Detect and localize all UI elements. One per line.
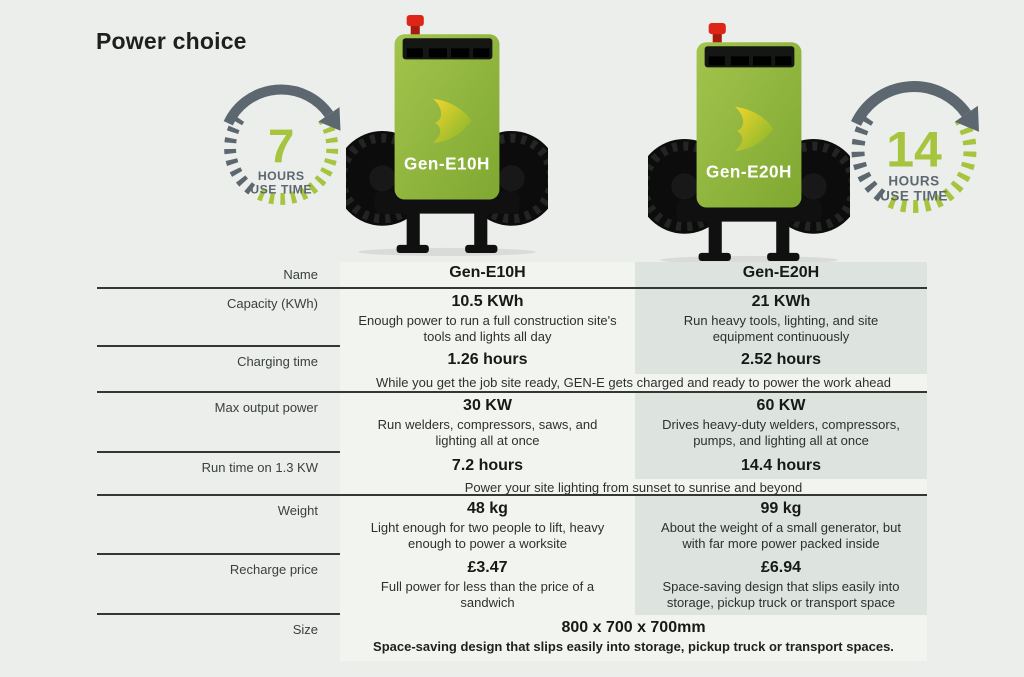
row-span-note: Power your site lighting from sunset to sunrise and beyond bbox=[340, 479, 927, 494]
table-row-max-output bbox=[97, 393, 927, 453]
generator-image-gen-e20h bbox=[648, 18, 850, 265]
spec-desc-e20h: Space-saving design that slips easily into storage, pickup truck or transport space bbox=[662, 579, 900, 610]
leg-left bbox=[407, 210, 420, 248]
spec-desc-e10h: Light enough for two people to lift, heavy enough to power a worksite bbox=[370, 520, 605, 551]
foot-right bbox=[767, 253, 799, 261]
row-label: Name bbox=[283, 267, 318, 282]
spec-value-e10h: 7.2 hours bbox=[451, 457, 524, 474]
table-row-capacity bbox=[97, 289, 927, 347]
spec-value-e20h: £6.94 bbox=[760, 559, 802, 576]
spec-desc-e20h: Drives heavy-duty welders, compressors, pumps, and lighting all at once bbox=[662, 417, 900, 448]
spec-value-size: 800 x 700 x 700mm bbox=[561, 619, 706, 636]
spec-value-e20h: Gen-E20H bbox=[742, 264, 820, 281]
use-time-label-hours: HOURS bbox=[888, 173, 940, 189]
leg-left bbox=[709, 218, 722, 256]
row-span-note: While you get the job site ready, GEN-E gets charged and ready to power the work ahead bbox=[340, 374, 927, 391]
spec-value-e10h: 10.5 KWh bbox=[451, 293, 524, 310]
leg-right bbox=[474, 210, 487, 248]
spec-desc-size: Space-saving design that slips easily into storage, pickup truck or transport spaces. bbox=[373, 639, 894, 654]
spec-desc-e10h: Run welders, compressors, saws, and lighting all at once bbox=[377, 417, 598, 448]
table-row-size bbox=[97, 615, 927, 661]
foot-right bbox=[465, 245, 497, 253]
generator-illustration bbox=[648, 18, 850, 265]
spec-value-e10h: 48 kg bbox=[467, 500, 508, 517]
generator-illustration bbox=[346, 10, 548, 257]
use-time-dial-icon bbox=[836, 52, 996, 223]
table-row-recharge-price bbox=[97, 555, 927, 615]
row-label: Max output power bbox=[214, 400, 318, 415]
spec-value-e20h: 2.52 hours bbox=[740, 351, 822, 368]
generator-name-plate: Gen-E20H bbox=[706, 161, 792, 182]
row-label: Run time on 1.3 KW bbox=[201, 460, 318, 475]
use-time-label-usetime: USE TIME bbox=[880, 188, 948, 204]
use-time-label-usetime: USE TIME bbox=[250, 182, 313, 197]
use-time-hours: 7 bbox=[267, 120, 295, 174]
row-label: Charging time bbox=[237, 354, 318, 369]
emergency-stop-button-icon bbox=[709, 23, 726, 34]
spec-value-e10h: £3.47 bbox=[467, 559, 508, 576]
table-row-weight bbox=[97, 496, 927, 555]
table-row-run-time bbox=[97, 453, 927, 496]
leg-right bbox=[776, 218, 789, 256]
spec-value-e20h: 14.4 hours bbox=[740, 457, 822, 474]
row-label: Capacity (KWh) bbox=[226, 296, 318, 311]
row-label: Recharge price bbox=[229, 562, 318, 577]
spec-value-e10h: 30 KW bbox=[463, 397, 512, 414]
use-time-badge-7h bbox=[210, 58, 356, 214]
clockwise-arrow-icon bbox=[856, 87, 966, 124]
emergency-stop-button-icon bbox=[407, 15, 424, 26]
page-title: Power choice bbox=[96, 28, 247, 54]
generator-name-plate: Gen-E10H bbox=[404, 153, 490, 174]
spec-desc-e20h: Run heavy tools, lighting, and site equipment continuously bbox=[683, 313, 879, 344]
spec-desc-e10h: Full power for less than the price of a sandwich bbox=[380, 579, 595, 610]
spec-value-e10h: Gen-E10H bbox=[449, 264, 526, 281]
spec-value-e10h: 1.26 hours bbox=[447, 351, 528, 368]
spec-value-e20h: 21 KWh bbox=[751, 293, 811, 310]
use-time-hours: 14 bbox=[886, 121, 942, 178]
foot-left bbox=[699, 253, 731, 261]
spec-value-e20h: 99 kg bbox=[760, 500, 802, 517]
use-time-badge-14h bbox=[836, 52, 996, 223]
table-row-name bbox=[97, 262, 927, 289]
use-time-label-hours: HOURS bbox=[257, 168, 305, 183]
table-row-charging-time bbox=[97, 347, 927, 393]
clockwise-arrow-icon bbox=[228, 90, 329, 124]
use-time-dial-icon bbox=[210, 58, 356, 214]
spec-desc-e10h: Enough power to run a full construction site's tools and lights all day bbox=[358, 313, 617, 344]
spec-desc-e20h: About the weight of a small generator, but with far more power packed inside bbox=[661, 520, 901, 551]
foot-left bbox=[397, 245, 429, 253]
spec-value-e20h: 60 KW bbox=[756, 397, 806, 414]
row-label: Weight bbox=[277, 503, 318, 518]
generator-image-gen-e10h bbox=[346, 10, 548, 257]
row-label: Size bbox=[292, 622, 318, 637]
spec-comparison-table bbox=[97, 262, 927, 661]
